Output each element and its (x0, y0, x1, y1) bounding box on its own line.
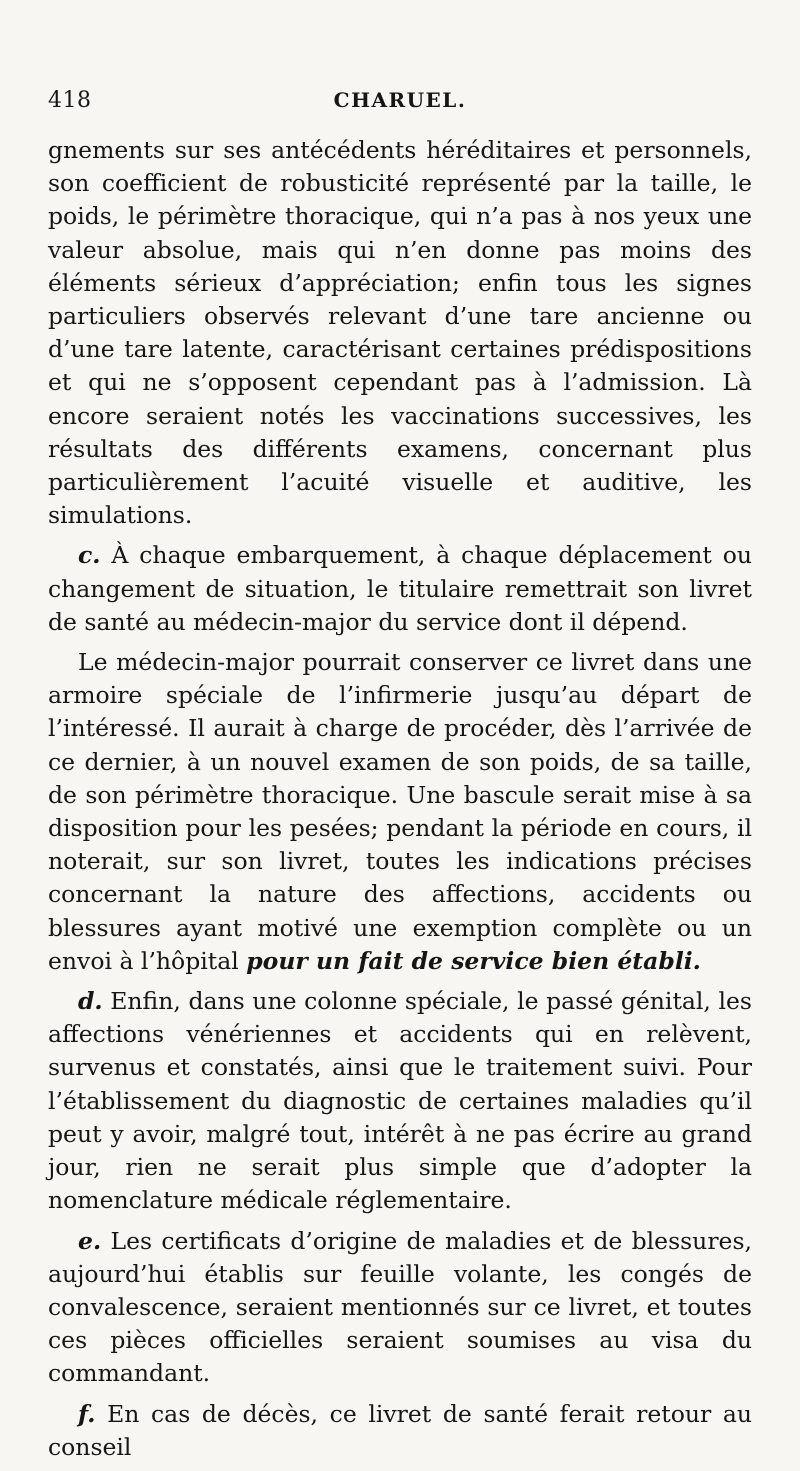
paragraph-text: gnements sur ses antécédents héréditaires et personnels, son coefficient de robusticité représenté par la taille, le poids, le périmètre thoracique, qui n’a pas à nos yeux une valeur absolue, mais qui n’en donne pas moins des éléments sérieux d’appréciation; enfin tous les signes particuliers observés relevant d’une tare ancienne ou d’une tare latente, caractérisant certaines prédispositions et qui ne s’opposent cependant pas à l’admission. Là encore seraient notés les vaccinations successives, les résultats des différents examens, concernant plus particulièrement l’acuité visuelle et auditive, les simulations. (48, 136, 752, 530)
running-head: CHARUEL. (333, 88, 467, 112)
paragraph-d (48, 985, 752, 1217)
paragraph-continued (48, 134, 752, 532)
body-text (48, 134, 752, 1464)
page-number: 418 (48, 88, 92, 113)
paragraph-text: Les certificats d’origine de maladies et de blessures, aujourd’hui établis sur feuille volante, les congés de convalescence, seraient mentionnés sur ce livret, et toutes ces pièces officielles seraient soumises au visa du commandant. (48, 1226, 752, 1388)
paragraph-e (48, 1225, 752, 1391)
page-header (48, 88, 752, 118)
paragraph-italic-phrase: pour un fait de service bien établi. (246, 946, 701, 975)
paragraph-text: Le médecin-major pourrait conserver ce livret dans une armoire spéciale de l’infirmerie jusqu’au départ de l’intéressé. Il aurait à charge de procéder, dès l’arrivée de ce dernier, à un nouvel examen de son poids, de sa taille, de son périmètre thoracique. Une bascule serait mise à sa disposition pour les pesées; pendant la période en cours, il noterait, sur son livret, toutes les indications précises concernant la nature des affections, accidents ou blessures ayant motivé une exemption complète ou un envoi à l’hôpital (48, 648, 752, 975)
paragraph-marker: d. (78, 987, 103, 1016)
paragraph-medecin-major (48, 646, 752, 978)
paragraph-text: À chaque embarquement, à chaque déplacement ou changement de situation, le titulaire remettrait son livret de santé au médecin-major du service dont il dépend. (48, 541, 752, 636)
paragraph-marker: e. (78, 1226, 102, 1255)
paragraph-text: Enfin, dans une colonne spéciale, le passé génital, les affections vénériennes et accidents qui en relèvent, survenus et constatés, ainsi que le traitement suivi. Pour l’établissement du diagnostic de certaines maladies qu’il peut y avoir, malgré tout, intérêt à ne pas écrire au grand jour, rien ne serait plus simple que d’adopter la nomenclature médicale réglementaire. (48, 987, 752, 1215)
paragraph-c (48, 539, 752, 639)
paragraph-f (48, 1398, 752, 1464)
paragraph-marker: f. (78, 1399, 96, 1428)
paragraph-text: En cas de décès, ce livret de santé ferait retour au conseil (48, 1399, 752, 1461)
paragraph-marker: c. (78, 541, 101, 570)
